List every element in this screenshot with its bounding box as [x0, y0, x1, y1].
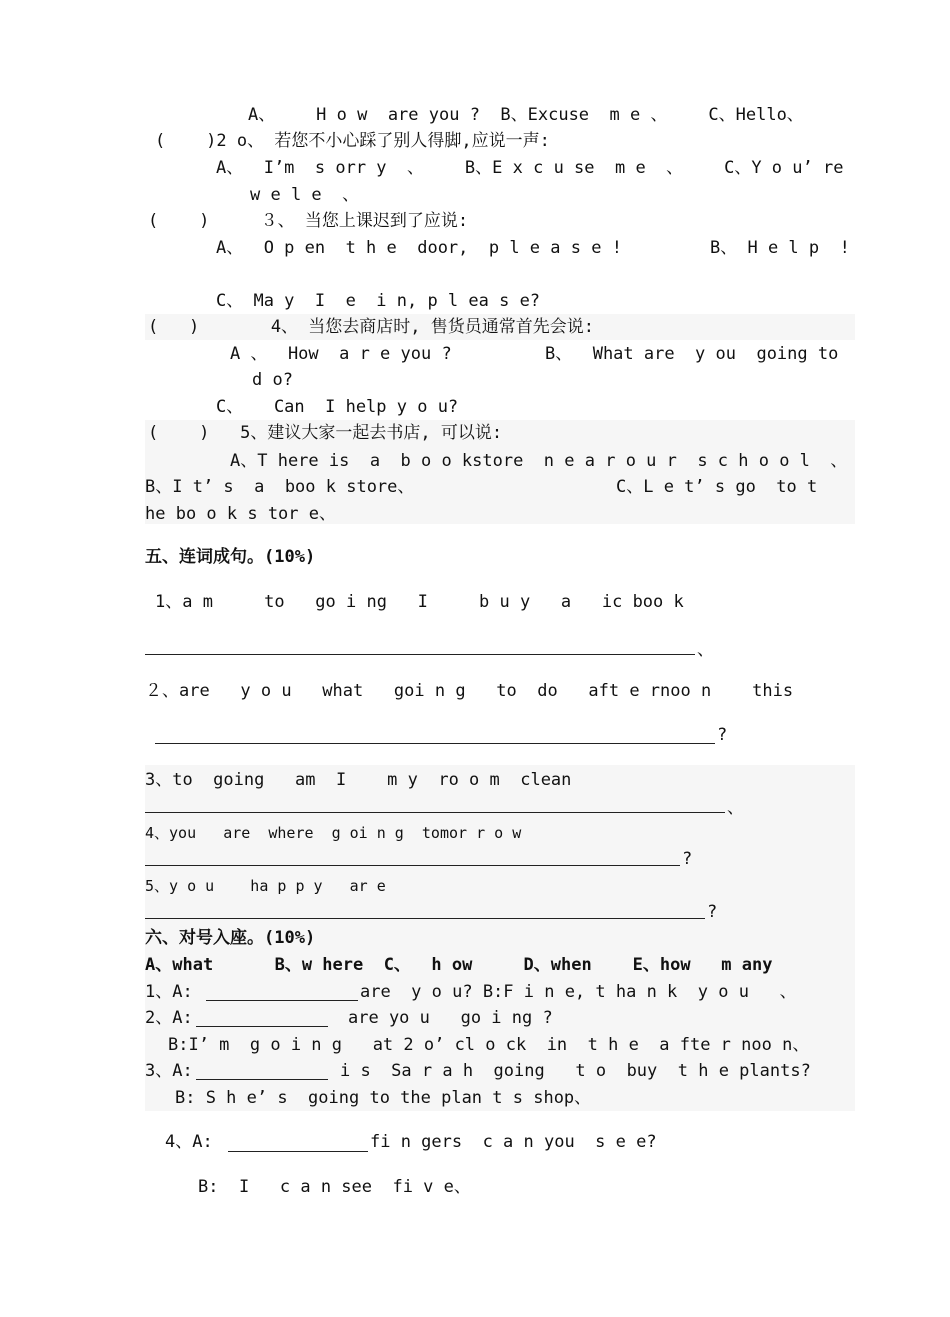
q4-option-b: B、 What are y ou going to	[545, 344, 839, 364]
section5-title: 五、连词成句。(10%)	[145, 547, 316, 567]
s6-q1-blank[interactable]	[206, 1000, 358, 1001]
q5-option-a: A、T here is a b o o kstore n e a r o u r s c h o o l 、	[230, 451, 848, 471]
s6-q3-answer: B: S h e’ s going to the plan t s shop、	[175, 1088, 592, 1108]
q3-option-b: B、 H e l p !	[710, 238, 850, 258]
s5-item4-answer-line[interactable]	[145, 865, 680, 866]
s5-item5-end: ?	[707, 902, 718, 922]
q5-stem: ( ) 5、建议大家一起去书店, 可以说:	[148, 423, 503, 443]
s6-q3-blank[interactable]	[196, 1079, 328, 1080]
s6-q1-suffix: are y o u? B:F i n e, t ha n k y o u 、	[360, 982, 797, 1002]
s6-q4-blank[interactable]	[228, 1151, 368, 1152]
s5-item1-end: 、	[697, 640, 714, 660]
q5-option-c-cont: he bo o k s tor e、	[145, 504, 336, 524]
s5-item4: 4、you are where g oi n g tomor r o w	[145, 824, 522, 842]
q4-option-a: A 、 How a r e you ?	[230, 344, 452, 364]
s5-item5: 5、y o u ha p p y ar e	[145, 877, 386, 895]
s6-q4-prefix: 4、A:	[165, 1132, 213, 1152]
s6-q2-suffix: are yo u go i ng ?	[348, 1008, 553, 1028]
s6-q2-prefix: 2、A:	[145, 1008, 193, 1028]
q3-stem: ( ) ３、 当您上课迟到了应说:	[148, 211, 469, 231]
s6-q3-suffix: i s Sa r a h going t o buy t h e plants?	[340, 1061, 811, 1081]
s6-choices: A、what B、w here C、 h ow D、when E、how m any	[145, 955, 773, 975]
q4-stem: ( ) 4、 当您去商店时, 售货员通常首先会说:	[148, 317, 594, 337]
s5-item2-end: ?	[717, 725, 728, 745]
s5-item1-answer-line[interactable]	[145, 654, 695, 655]
s6-q1-prefix: 1、A:	[145, 982, 193, 1002]
q5-option-b: B、I t’ s a boo k store、	[145, 477, 415, 497]
q2-stem: ( )2 o、 若您不小心踩了别人得脚,应说一声:	[155, 131, 550, 151]
s5-item4-end: ?	[682, 849, 693, 869]
q4-option-b-cont: d o?	[252, 370, 293, 390]
q1-options: A、 H o w are you ? B、Excuse m e 、 C、Hello、	[248, 105, 804, 125]
s6-q2-answer: B:I’ m g o i n g at 2 o’ cl o ck in t h e a fte r noo n、	[168, 1035, 810, 1055]
s5-item2: ２、are y o u what goi n g to do aft e rnoo n this	[145, 681, 794, 701]
s5-item1: 1、a m to go i ng I b u y a ic boo k	[155, 592, 684, 612]
s6-q4-suffix: fi n gers c a n you s e e?	[370, 1132, 657, 1152]
s6-q4-answer: B: I c a n see fi v e、	[198, 1177, 471, 1197]
q5-option-c: C、L e t’ s go to t	[616, 477, 818, 497]
section6-title: 六、对号入座。(10%)	[145, 928, 316, 948]
s5-item3-answer-line[interactable]	[145, 812, 725, 813]
q2-options-cont: w e l e 、	[250, 185, 360, 205]
s5-item3-end: 、	[727, 798, 744, 818]
q3-option-c: C、 Ma y I e i n, p l ea s e?	[216, 291, 541, 311]
s6-q3-prefix: 3、A:	[145, 1061, 193, 1081]
q4-option-c: C、 Can I help y o u?	[216, 397, 459, 417]
s5-item5-answer-line[interactable]	[145, 918, 705, 919]
s5-item2-answer-line[interactable]	[155, 743, 715, 744]
s6-q2-blank[interactable]	[196, 1026, 328, 1027]
s5-item3: 3、to going am I m y ro o m clean	[145, 770, 572, 790]
q3-option-a: A、 O p en t h e door, p l e a s e !	[216, 238, 622, 258]
q2-options: A、 I’m s orr y 、 B、E x c u se m e 、 C、Y o u’ re	[216, 158, 844, 178]
